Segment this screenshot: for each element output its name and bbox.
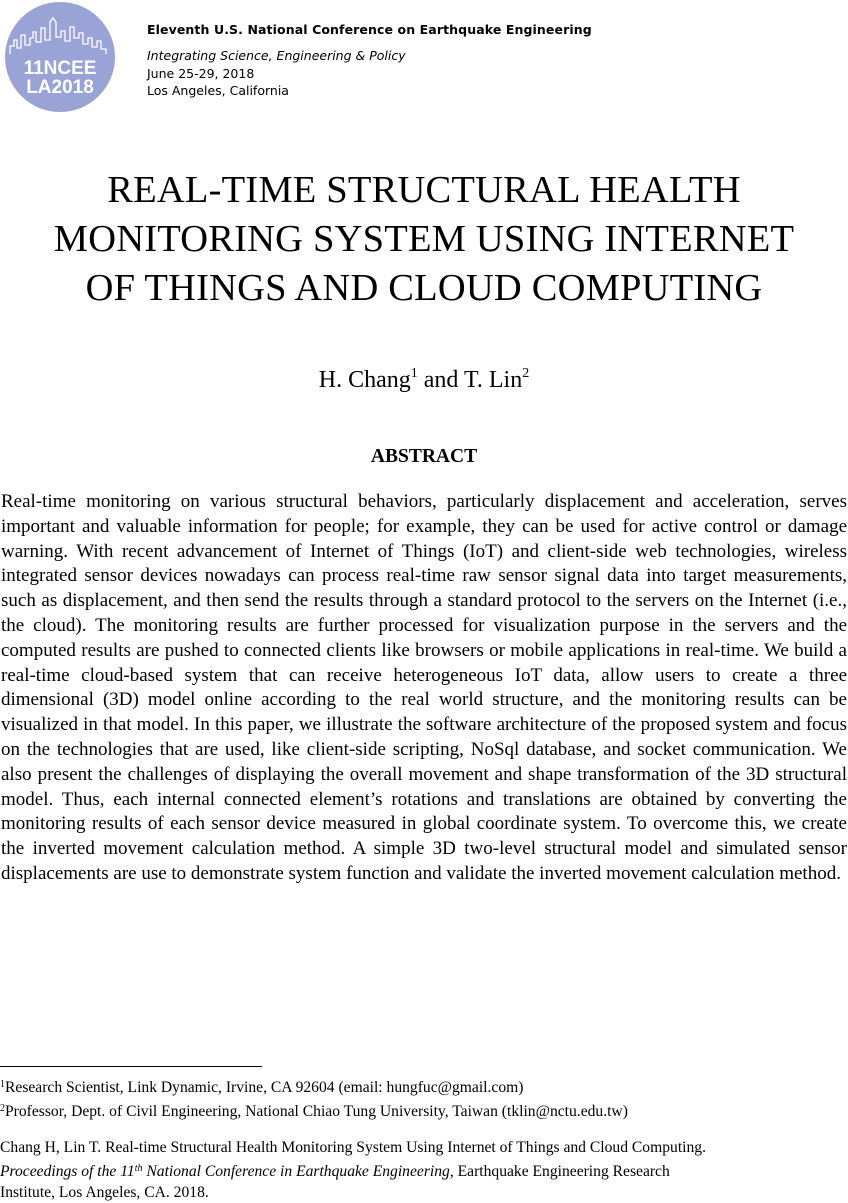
author-name: H. Chang	[318, 367, 411, 393]
conference-logo	[3, 2, 118, 112]
footnote-mark: 1	[0, 1079, 5, 1090]
citation-proceedings: Proceedings of the 11	[0, 1163, 135, 1180]
citation-line: Institute, Los Angeles, CA. 2018.	[0, 1184, 209, 1201]
conference-location: Los Angeles, California	[147, 83, 289, 98]
footnote	[0, 1098, 628, 1122]
citation-ordinal: th	[134, 1163, 143, 1174]
conference-dates: June 25-29, 2018	[147, 65, 255, 81]
abstract-text: Real-time monitoring on various structural behaviors, particularly displacement and acceleration, serves important and valuable information for people; for example, they can be used for active control or damage warning. With recent advancement of Internet of Things (IoT) and client-side web technologies, wireless integrated sensor devices nowadays can process real-time raw sensor signal data into target measurements, such as displacement, and then send the results through a standard protocol to the servers on the Internet (i.e., the cloud). The monitoring results are further processed for visualization purpose in the servers and the computed results are pushed to connected clients like browsers or mobile applications in real-time. We build a real-time cloud-based system that can receive heterogeneous IoT data, allow users to create a three dimensional (3D) model online according to the real world structure, and the monitoring results can be visualized in that model. In this paper, we illustrate the software architecture of the proposed system and focus on the technologies that are used, like client-side scripting, NoSql database, and socket communication. We also present the challenges of displaying the overall movement and shape transformation of the 3D structural model. Thus, each internal connected element’s rotations and translations are obtained by converting the monitoring results of each sensor device measured in global coordinate system. To overcome this, we create the inverted movement calculation method. A simple 3D two-level structural model and simulated sensor displacements are use to demonstrate system function and validate the inverted movement calculation method.	[1, 491, 847, 884]
footnote-text: Professor, Dept. of Civil Engineering, National Chiao Tung University, Taiwan (tklin@nctu.edu.tw)	[5, 1103, 628, 1120]
footnote-text: Research Scientist, Link Dynamic, Irvine, CA 92604 (email: hungfuc@gmail.com)	[5, 1079, 524, 1096]
citation	[0, 1137, 706, 1203]
footnotes	[0, 1074, 628, 1122]
title-line: REAL-TIME STRUCTURAL HEALTH	[107, 169, 741, 211]
title-line: OF THINGS AND CLOUD COMPUTING	[85, 267, 763, 309]
author-affiliation-mark: 1	[410, 366, 418, 381]
citation-line	[0, 1158, 706, 1182]
footnote	[0, 1074, 628, 1098]
conference-title: Eleventh U.S. National Conference on Earthquake Engineering	[147, 22, 592, 37]
citation-publisher: , Earthquake Engineering Research	[449, 1163, 670, 1180]
author-name: and T. Lin	[417, 367, 523, 393]
logo-line1: 11NCEE	[23, 58, 97, 79]
paper-title	[0, 166, 848, 313]
author-affiliation-mark: 2	[522, 366, 530, 381]
citation-conference: National Conference in Earthquake Engineering	[142, 1163, 450, 1180]
logo-line2: LA2018	[26, 77, 94, 98]
authors	[0, 366, 848, 394]
footnote-divider	[0, 1066, 262, 1067]
title-line: MONITORING SYSTEM USING INTERNET	[53, 218, 795, 260]
citation-line: Chang H, Lin T. Real-time Structural Health Monitoring System Using Internet of Things and Cloud Computing.	[0, 1139, 706, 1156]
conference-info	[147, 47, 406, 100]
conference-theme: Integrating Science, Engineering & Policy	[147, 48, 406, 63]
footnote-mark: 2	[0, 1103, 5, 1114]
abstract-heading: ABSTRACT	[370, 446, 478, 467]
